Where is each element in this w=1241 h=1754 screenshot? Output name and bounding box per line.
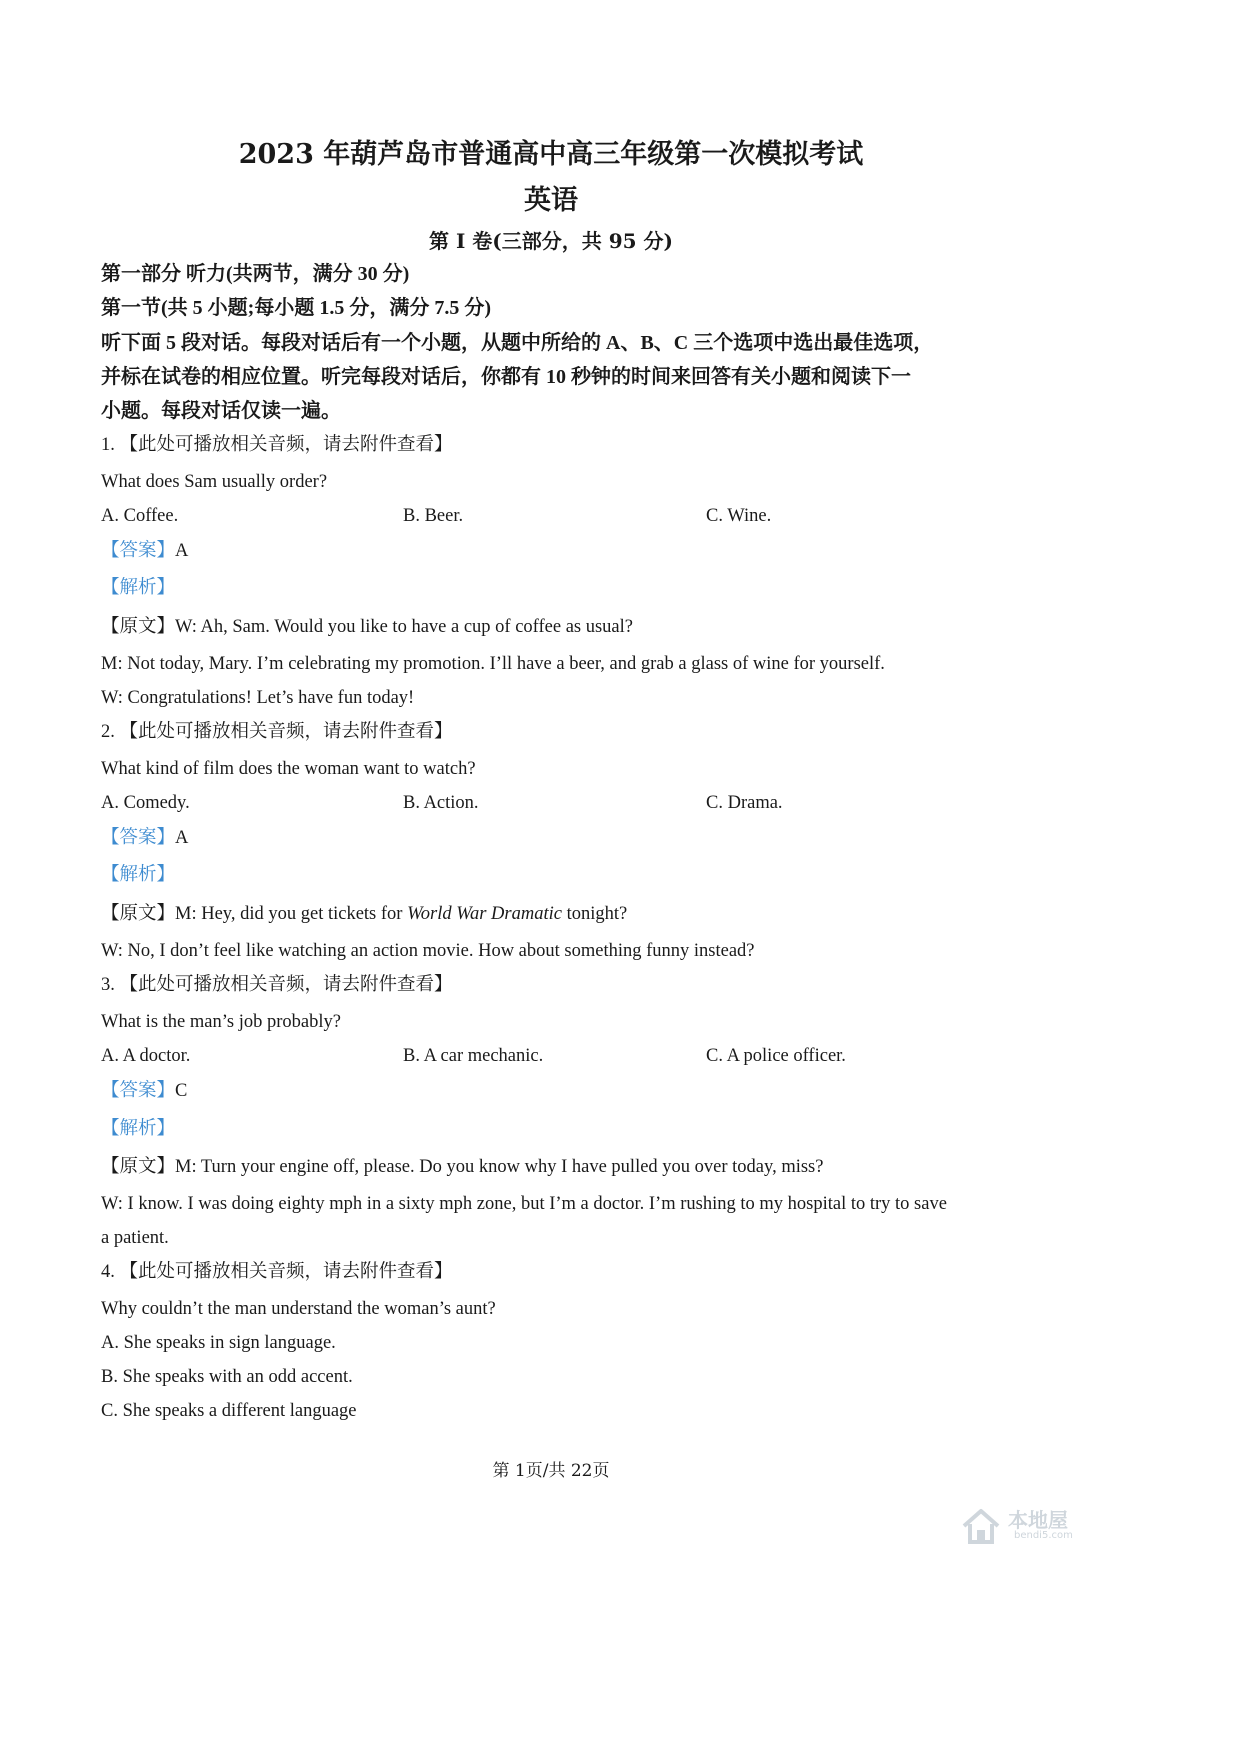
watermark-text: 本地屋 bbox=[1008, 1508, 1068, 1532]
part-heading: 第一部分 听力(共两节，满分 30 分) bbox=[101, 263, 410, 285]
question-audio-line bbox=[101, 1260, 453, 1284]
instructions-line: 听下面 5 段对话。每段对话后有一个小题，从题中所给的 A、B、C 三个选项中选出最佳选项， bbox=[101, 332, 934, 354]
transcript-text: M: Hey, did you get tickets for bbox=[175, 904, 408, 924]
question-stem: What kind of film does the woman want to watch? bbox=[101, 759, 476, 779]
question-stem: What is the man’s job probably? bbox=[101, 1012, 341, 1032]
question-stem: Why couldn’t the man understand the woman’s aunt? bbox=[101, 1299, 496, 1319]
transcript-text: M: Turn your engine off, please. Do you know why I have pulled you over today, miss? bbox=[175, 1157, 824, 1177]
exam-title: 2023 年葫芦岛市普通高中高三年级第一次模拟考试 bbox=[238, 139, 864, 170]
audio-note: 【此处可播放相关音频，请去附件查看】 bbox=[119, 975, 453, 995]
transcript-line bbox=[101, 1155, 823, 1179]
transcript-line: W: I know. I was doing eighty mph in a sixty mph zone, but I’m a doctor. I’m rushing to my hospital to try to save bbox=[101, 1194, 947, 1214]
option-a: A. She speaks in sign language. bbox=[101, 1333, 336, 1353]
question-audio-line bbox=[101, 720, 453, 744]
option-b: B. A car mechanic. bbox=[403, 1046, 544, 1066]
analysis-label: 【解析】 bbox=[101, 1119, 176, 1139]
section-heading: 第一节(共 5 小题;每小题 1.5 分，满分 7.5 分) bbox=[101, 297, 491, 319]
answer-label: 【答案】 bbox=[101, 1081, 176, 1101]
option-b: B. Action. bbox=[403, 793, 479, 813]
option-a: A. Coffee. bbox=[101, 506, 179, 526]
answer-label: 【答案】 bbox=[101, 828, 176, 848]
question-number: 2. bbox=[101, 722, 115, 742]
instructions-line: 小题。每段对话仅读一遍。 bbox=[101, 400, 341, 422]
audio-note: 【此处可播放相关音频，请去附件查看】 bbox=[119, 1262, 453, 1282]
transcript-line: M: Not today, Mary. I’m celebrating my promotion. I’ll have a beer, and grab a glass of wine for yourself. bbox=[101, 654, 885, 674]
question-number: 4. bbox=[101, 1262, 115, 1282]
answer-value: C bbox=[175, 1081, 188, 1101]
question-audio-line bbox=[101, 973, 453, 997]
page-number: 第 1页/共 22页 bbox=[492, 1461, 610, 1481]
transcript-label: 【原文】 bbox=[101, 904, 176, 924]
transcript-line: a patient. bbox=[101, 1228, 169, 1248]
transcript-text: tonight? bbox=[561, 904, 628, 924]
audio-note: 【此处可播放相关音频，请去附件查看】 bbox=[119, 435, 453, 455]
watermark-url: bendi5.com bbox=[1014, 1530, 1073, 1541]
film-title: World War Dramatic bbox=[407, 904, 562, 924]
question-number: 1. bbox=[101, 435, 115, 455]
answer-line bbox=[101, 1079, 187, 1103]
answer-line bbox=[101, 826, 188, 850]
analysis-label: 【解析】 bbox=[101, 578, 176, 598]
option-c: C. A police officer. bbox=[706, 1046, 846, 1066]
transcript-label: 【原文】 bbox=[101, 617, 176, 637]
option-c: C. Wine. bbox=[706, 506, 772, 526]
question-audio-line bbox=[101, 433, 453, 457]
option-c: C. She speaks a different language bbox=[101, 1401, 357, 1421]
analysis-label: 【解析】 bbox=[101, 865, 176, 885]
answer-value: A bbox=[175, 541, 189, 561]
transcript-label: 【原文】 bbox=[101, 1157, 176, 1177]
option-b: B. She speaks with an odd accent. bbox=[101, 1367, 353, 1387]
transcript-line bbox=[101, 615, 633, 639]
watermark bbox=[960, 1502, 1090, 1550]
house-icon bbox=[960, 1506, 1002, 1546]
instructions-line: 并标在试卷的相应位置。听完每段对话后，你都有 10 秒钟的时间来回答有关小题和阅读下一 bbox=[101, 366, 911, 388]
subject-title: 英语 bbox=[524, 185, 578, 216]
transcript-text: W: Ah, Sam. Would you like to have a cup of coffee as usual? bbox=[175, 617, 633, 637]
option-b: B. Beer. bbox=[403, 506, 464, 526]
answer-label: 【答案】 bbox=[101, 541, 176, 561]
audio-note: 【此处可播放相关音频，请去附件查看】 bbox=[119, 722, 453, 742]
option-c: C. Drama. bbox=[706, 793, 783, 813]
answer-line bbox=[101, 539, 188, 563]
question-number: 3. bbox=[101, 975, 115, 995]
option-a: A. Comedy. bbox=[101, 793, 190, 813]
answer-value: A bbox=[175, 828, 189, 848]
option-a: A. A doctor. bbox=[101, 1046, 191, 1066]
transcript-line: W: Congratulations! Let’s have fun today! bbox=[101, 688, 415, 708]
transcript-line bbox=[101, 902, 627, 926]
question-stem: What does Sam usually order? bbox=[101, 472, 328, 492]
transcript-line: W: No, I don’t feel like watching an action movie. How about something funny instead? bbox=[101, 941, 755, 961]
volume-heading: 第 I 卷(三部分，共 95 分) bbox=[429, 229, 673, 253]
